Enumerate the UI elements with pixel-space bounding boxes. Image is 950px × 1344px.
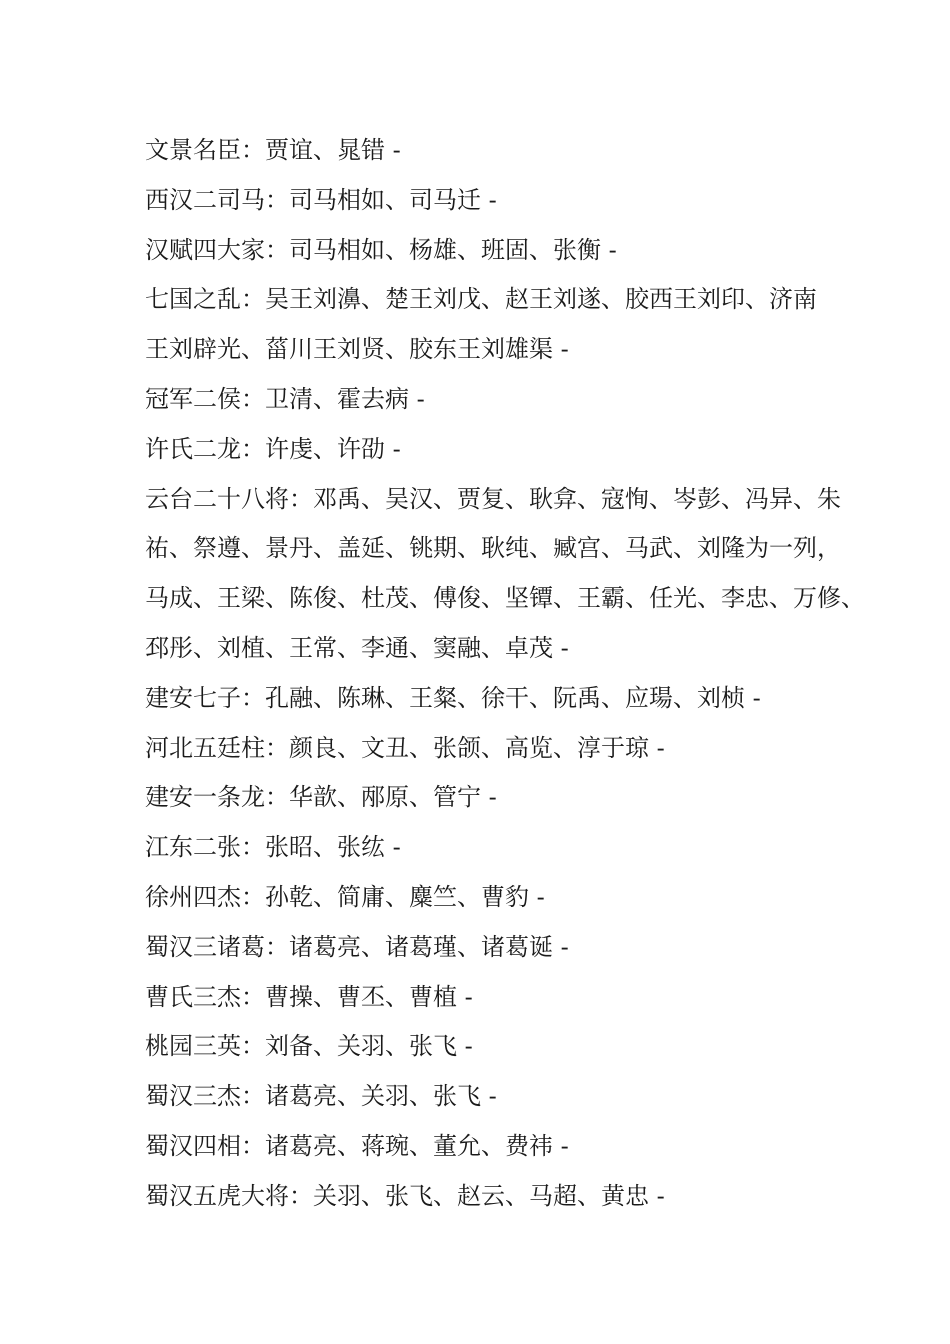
text-line: 桃园三英：刘备、关羽、张飞 -	[145, 1032, 473, 1061]
text-line: 马成、王梁、陈俊、杜茂、傅俊、坚镡、王霸、任光、李忠、万修、	[145, 584, 865, 613]
text-line: 汉赋四大家：司马相如、杨雄、班固、张衡 -	[145, 235, 617, 264]
text-line: 西汉二司马：司马相如、司马迁 -	[145, 185, 497, 214]
text-line: 建安七子：孔融、陈琳、王粲、徐干、阮禹、应瑒、刘桢 -	[145, 683, 761, 712]
document-body	[145, 126, 865, 1222]
text-line: 祐、祭遵、景丹、盖延、铫期、耿纯、臧宫、马武、刘隆为一列，	[145, 534, 841, 563]
text-line: 徐州四杰：孙乾、简庸、麋竺、曹豹 -	[145, 882, 545, 911]
text-line: 邳彤、刘植、王常、李通、窦融、卓茂 -	[145, 633, 569, 662]
text-line: 蜀汉三诸葛：诸葛亮、诸葛瑾、诸葛诞 -	[145, 932, 569, 961]
text-line: 文景名臣：贾谊、晁错 -	[145, 136, 401, 164]
text-line: 蜀汉三杰：诸葛亮、关羽、张飞 -	[145, 1082, 497, 1111]
text-line: 河北五廷柱：颜良、文丑、张颌、高览、淳于琼 -	[145, 733, 665, 762]
text-line: 七国之乱：吴王刘濞、楚王刘戊、赵王刘遂、胶西王刘印、济南	[145, 285, 817, 314]
text-line: 曹氏三杰：曹操、曹丕、曹植 -	[145, 982, 473, 1011]
text-line: 许氏二龙：许虔、许劭 -	[145, 434, 401, 463]
text-line: 建安一条龙：华歆、邴原、管宁 -	[145, 783, 497, 812]
text-line: 王刘辟光、菑川王刘贤、胶东王刘雄渠 -	[145, 335, 569, 364]
text-line: 蜀汉五虎大将：关羽、张飞、赵云、马超、黄忠 -	[145, 1181, 665, 1210]
text-line: 冠军二侯：卫清、霍去病 -	[145, 384, 425, 413]
text-line: 蜀汉四相：诸葛亮、蒋琬、董允、费祎 -	[145, 1131, 569, 1160]
text-line: 江东二张：张昭、张纮 -	[145, 833, 401, 862]
text-line: 云台二十八将：邓禹、吴汉、贾复、耿弇、寇恂、岑彭、冯异、朱	[145, 484, 841, 513]
